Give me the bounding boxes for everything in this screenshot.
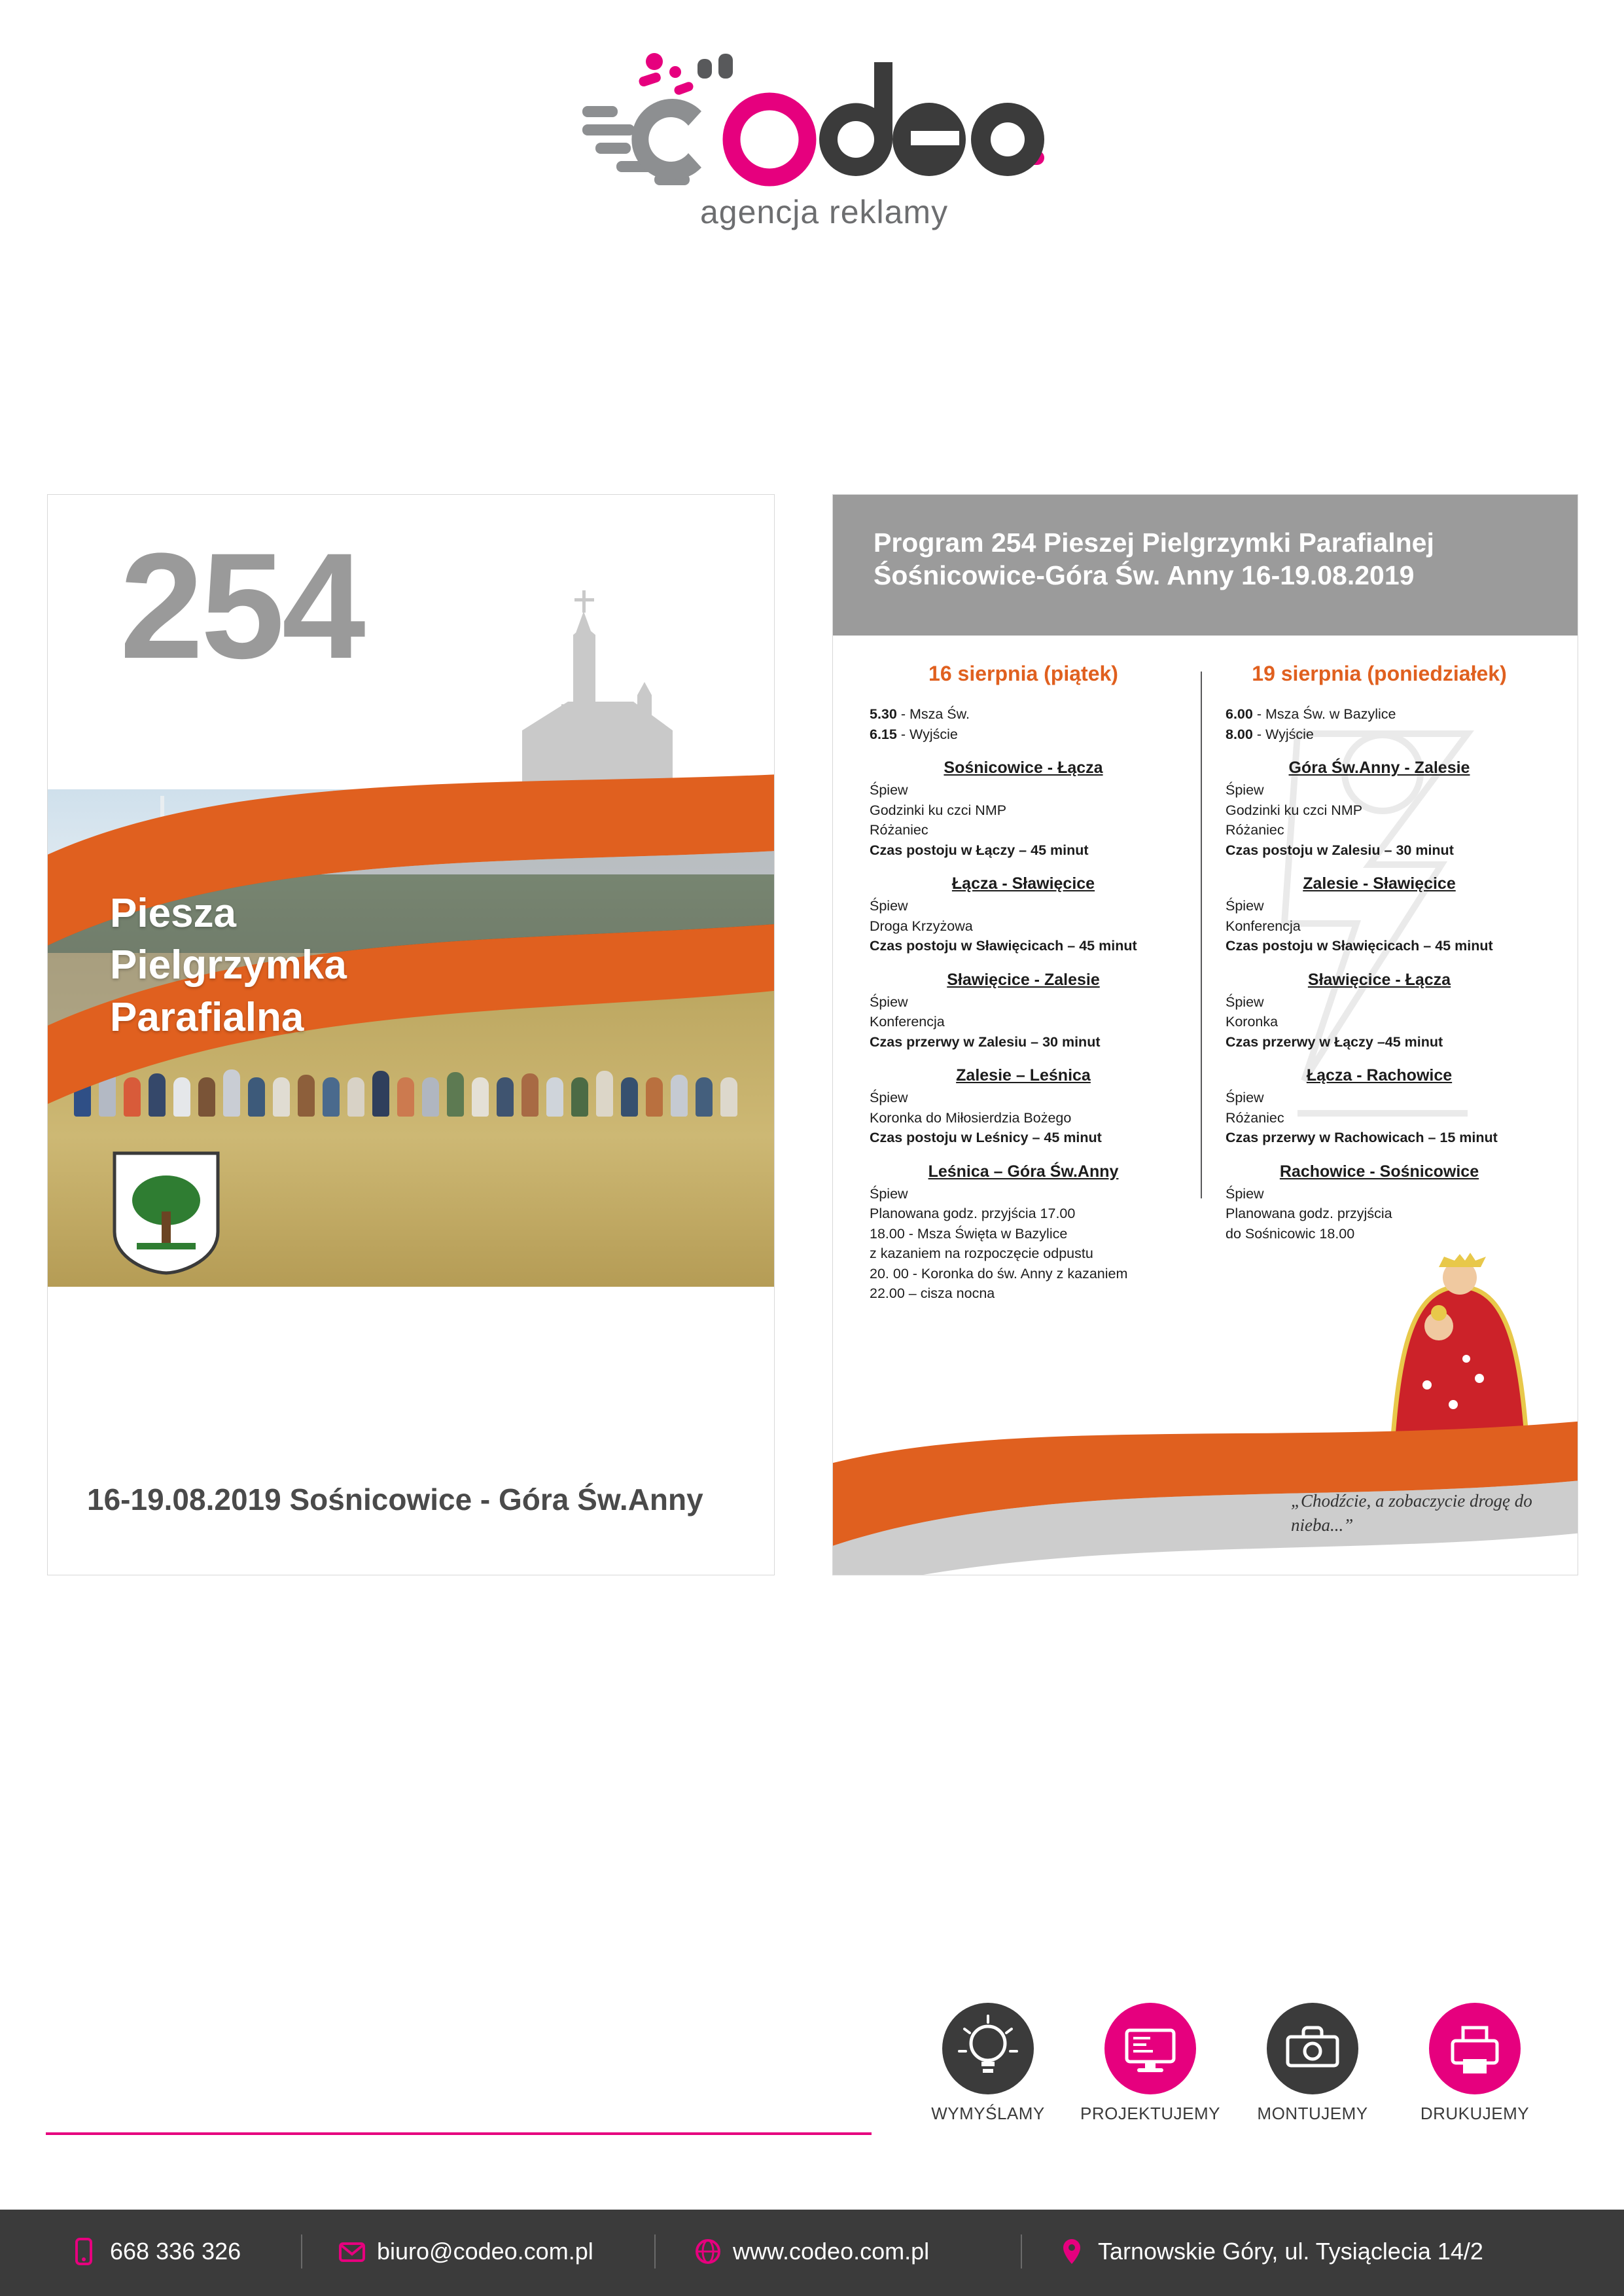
program-body [833, 636, 1578, 1575]
service-label: DRUKUJEMY [1420, 2104, 1530, 2123]
service-drukujemy [1403, 2003, 1547, 2124]
segment-item: Czas postoju w Sławięcicach – 45 minut [1226, 938, 1493, 954]
segment-title: Sośnicowice - Łącza [944, 759, 1103, 778]
printer-icon [1429, 2003, 1521, 2094]
time-label: 5.30 [870, 706, 897, 722]
segment-item: 18.00 - Msza Święta w Bazylice [870, 1225, 1068, 1242]
poster-date: 16-19.08.2019 [87, 1482, 281, 1516]
program-column-friday [870, 662, 1177, 1304]
poster-title-line1: Piesza [110, 891, 237, 936]
segment-item: Czas postoju w Zalesiu – 30 minut [1226, 842, 1454, 858]
segment-item: Śpiew [1226, 1090, 1264, 1106]
segment-item: Czas przerwy w Rachowicach – 15 minut [1226, 1130, 1498, 1146]
poster-bottom-line [87, 1482, 703, 1517]
segment-item: Różaniec [870, 822, 928, 838]
time-label: 6.00 [1226, 706, 1253, 722]
segment-item: Koronka [1226, 1014, 1279, 1030]
header-logo-area [0, 26, 1624, 242]
logo-tagline: agencja reklamy [700, 194, 949, 230]
segment-title: Zalesie – Leśnica [956, 1066, 1091, 1085]
contact-separator [654, 2234, 656, 2269]
segment-item: Śpiew [1226, 782, 1264, 798]
intro-text: - Msza Św. w Bazylice [1252, 706, 1396, 722]
segment-item: Czas postoju w Sławięcicach – 45 minut [870, 938, 1137, 954]
segment-title: Sławięcice - Zalesie [947, 970, 1100, 989]
segment-title: Zalesie - Sławięcice [1303, 874, 1456, 893]
segment-item: Różaniec [1226, 822, 1284, 838]
segment-item: Czas przerwy w Łączy –45 minut [1226, 1033, 1443, 1050]
segment-item: 22.00 – cisza nocna [870, 1285, 995, 1302]
poster-title [110, 888, 347, 1043]
service-label: WYMYŚLAMY [931, 2104, 1045, 2123]
segment-title: Leśnica – Góra Św.Anny [928, 1162, 1119, 1181]
segment-title: Góra Św.Anny - Zalesie [1288, 759, 1470, 778]
coat-of-arms-icon [111, 1149, 222, 1277]
poster-title-line3: Parafialna [110, 994, 304, 1040]
segment-item: Konferencja [870, 1014, 945, 1030]
service-projektujemy [1078, 2003, 1222, 2124]
segment-item: Konferencja [1226, 918, 1301, 934]
time-label: 6.15 [870, 726, 897, 742]
poster-front-page [47, 494, 775, 1575]
program-header [833, 495, 1578, 636]
pilgrimage-number: 254 [120, 522, 363, 690]
address-text: Tarnowskie Góry, ul. Tysiąclecia 14/2 [1098, 2238, 1483, 2265]
contact-address [1059, 2237, 1483, 2266]
program-swoosh-graphic [833, 1391, 1578, 1575]
segment-item: Koronka do Miłosierdzia Bożego [870, 1109, 1072, 1126]
segment-item: Śpiew [870, 1090, 908, 1106]
segment-item: Planowana godz. przyjścia [1226, 1206, 1392, 1222]
segment-item: 20. 00 - Koronka do św. Anny z kazaniem [870, 1265, 1128, 1282]
segment-item: Godzinki ku czci NMP [870, 802, 1007, 818]
segment-title: Łącza - Sławięcice [951, 874, 1095, 893]
contact-email[interactable] [338, 2237, 593, 2266]
program-column-heading: 16 sierpnia (piątek) [928, 662, 1118, 685]
segment-title: Łącza - Rachowice [1306, 1066, 1453, 1085]
segment-item: Czas postoju w Łączy – 45 minut [870, 842, 1089, 858]
pink-divider [46, 2132, 872, 2135]
intro-text: - Msza Św. [896, 706, 970, 722]
program-column-divider [1201, 672, 1202, 1198]
envelope-icon [338, 2237, 364, 2266]
segment-item: Śpiew [870, 782, 908, 798]
program-header-line2: Śośnicowice-Góra Św. Anny 16-19.08.2019 [874, 560, 1415, 591]
codeo-logo [576, 46, 1060, 242]
toolbox-icon [1267, 2003, 1358, 2094]
map-pin-icon [1059, 2237, 1085, 2266]
segment-item: Różaniec [1226, 1109, 1284, 1126]
program-header-line1: Program 254 Pieszej Pielgrzymki Parafialnej [874, 528, 1434, 558]
poster-program-page [832, 494, 1578, 1575]
globe-icon [694, 2237, 720, 2266]
segment-item: Śpiew [870, 994, 908, 1010]
segment-item: z kazaniem na rozpoczęcie odpustu [870, 1246, 1093, 1262]
contact-separator [301, 2234, 302, 2269]
monitor-icon [1104, 2003, 1196, 2094]
service-label: MONTUJEMY [1257, 2104, 1368, 2123]
segment-item: Śpiew [1226, 1185, 1264, 1202]
service-wymyslamy [916, 2003, 1060, 2124]
segment-item: Czas postoju w Leśnicy – 45 minut [870, 1130, 1102, 1146]
segment-title: Sławięcice - Łącza [1307, 970, 1451, 989]
time-label: 8.00 [1226, 726, 1253, 742]
segment-item: Śpiew [870, 898, 908, 914]
program-quote: „Chodźcie, a zobaczycie drogę do nieba...” [1291, 1491, 1532, 1535]
segment-item: Planowana godz. przyjścia 17.00 [870, 1206, 1076, 1222]
contact-phone[interactable] [71, 2237, 241, 2266]
services-row [916, 2003, 1570, 2153]
segment-item: Godzinki ku czci NMP [1226, 802, 1363, 818]
contact-separator [1021, 2234, 1022, 2269]
website-url: www.codeo.com.pl [733, 2238, 930, 2265]
poster-route: Sośnicowice - Góra Św.Anny [289, 1482, 703, 1516]
service-montujemy [1241, 2003, 1385, 2124]
email-address: biuro@codeo.com.pl [377, 2238, 593, 2265]
poster-title-line2: Pielgrzymka [110, 942, 347, 988]
program-column-monday [1226, 662, 1533, 1244]
phone-number: 668 336 326 [110, 2238, 241, 2265]
segment-title: Rachowice - Sośnicowice [1279, 1162, 1479, 1181]
phone-icon [71, 2237, 97, 2266]
intro-text: - Wyjście [896, 726, 958, 742]
segment-item: Śpiew [1226, 898, 1264, 914]
segment-item: do Sośnicowic 18.00 [1226, 1225, 1355, 1242]
intro-text: - Wyjście [1252, 726, 1314, 742]
segment-item: Droga Krzyżowa [870, 918, 973, 934]
lightbulb-icon [942, 2003, 1034, 2094]
segment-item: Śpiew [870, 1185, 908, 1202]
segment-item: Śpiew [1226, 994, 1264, 1010]
service-label: PROJEKTUJEMY [1080, 2104, 1221, 2123]
contact-website[interactable] [694, 2237, 929, 2266]
program-column-heading: 19 sierpnia (poniedziałek) [1252, 662, 1507, 685]
contact-bar [0, 2210, 1624, 2296]
segment-item: Czas przerwy w Zalesiu – 30 minut [870, 1033, 1101, 1050]
